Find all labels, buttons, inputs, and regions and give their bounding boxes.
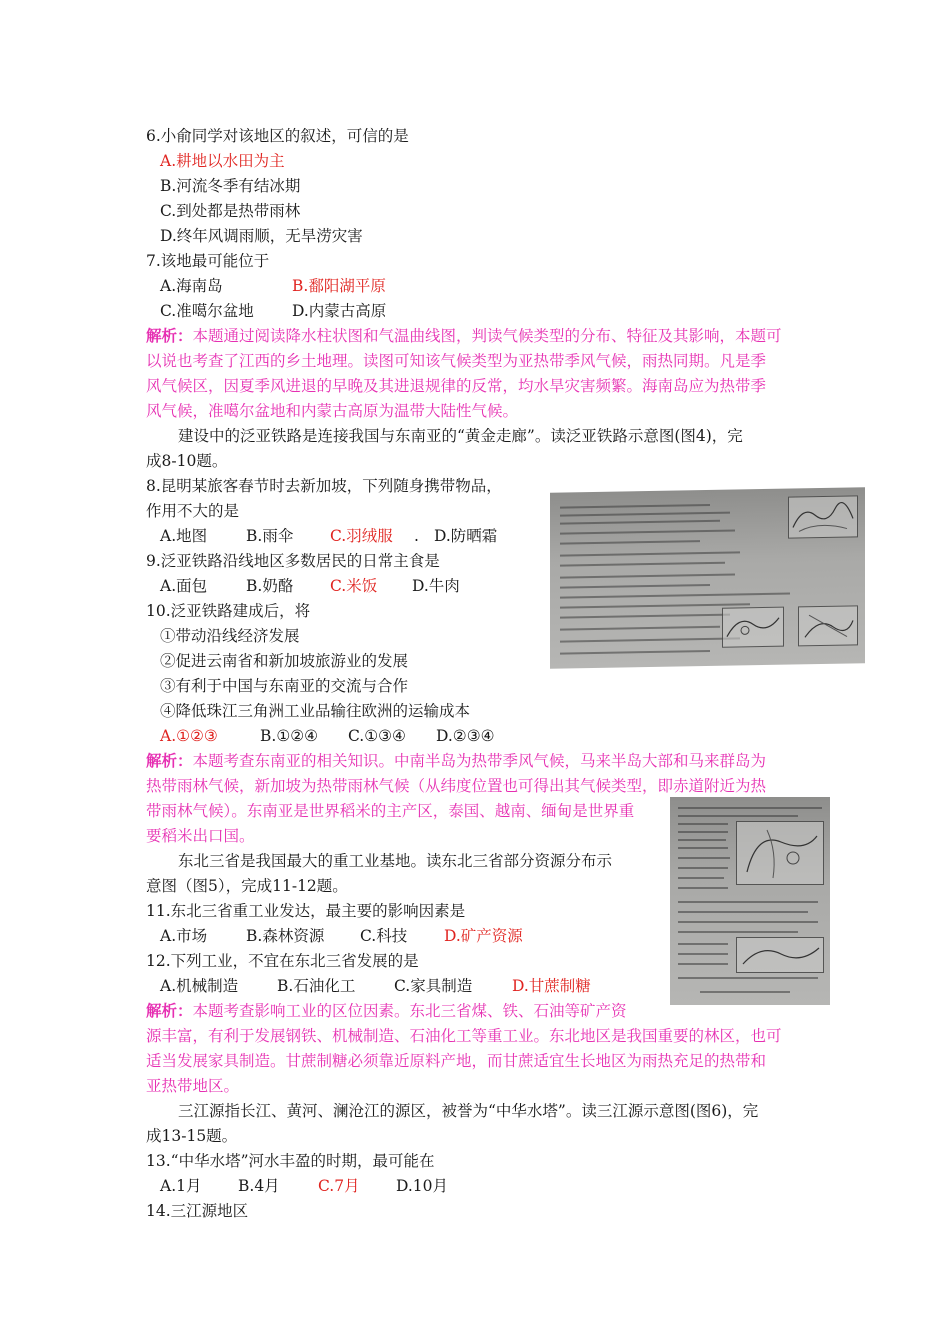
intro-2-line-1: 东北三省是我国最大的重工业基地。读东北三省部分资源分布示 [178, 852, 613, 870]
q12-stem: 12.下列工业，不宜在东北三省发展的是 [146, 952, 419, 970]
analysis-2-line-2: 热带雨林气候，新加坡为热带雨林气候（从纬度位置也可得出其气候类型，即赤道附近为热 [146, 777, 767, 795]
q11-option-a: A.市场 [160, 927, 208, 945]
map-thumbnail-upper [736, 821, 824, 885]
q8-option-d: D.防晒霜 [434, 527, 498, 545]
q6-option-c: C.到处都是热带雨林 [160, 202, 301, 220]
q13-option-a: A.1月 [160, 1177, 202, 1195]
q12-option-a: A.机械制造 [160, 977, 239, 995]
q7-stem: 7.该地最可能位于 [146, 252, 270, 270]
q14-stem: 14.三江源地区 [146, 1202, 249, 1220]
analysis-label: 解析： [146, 751, 193, 770]
analysis-1-line-1: 解析：本题通过阅读降水柱状图和气温曲线图，判读气候类型的分布、特征及其影响，本题可 [146, 326, 782, 345]
analysis-1-line-3: 风气候区，因夏季风进退的早晚及其进退规律的反常，均水旱灾害频繁。海南岛应为热带季 [146, 377, 767, 395]
q13-stem: 13.“中华水塔”河水丰盈的时期，最可能在 [146, 1152, 435, 1170]
analysis-3-line-3: 适当发展家具制造。甘蔗制糖必须靠近原料产地，而甘蔗适宜生长地区为雨热充足的热带和 [146, 1052, 767, 1070]
intro-2-line-2: 意图（图5），完成11-12题。 [146, 877, 348, 895]
q13-option-c: C.7月 [318, 1177, 360, 1195]
q11-stem: 11.东北三省重工业发达，最主要的影响因素是 [146, 902, 466, 920]
q12-option-b: B.石油化工 [277, 977, 356, 995]
analysis-label: 解析： [146, 326, 193, 345]
q7-option-a: A.海南岛 [160, 277, 223, 295]
q7-option-c: C.准噶尔盆地 [160, 302, 254, 320]
analysis-3-line-1: 解析：本题考查影响工业的区位因素。东北三省煤、铁、石油等矿产资 [146, 1001, 627, 1020]
q9-option-c: C.米饭 [330, 577, 378, 595]
analysis-2-line-1: 解析：本题考查东南亚的相关知识。中南半岛为热带季风气候，马来半岛大部和马来群岛为 [146, 751, 767, 770]
q10-item-4: ④降低珠江三角洲工业品输往欧洲的运输成本 [160, 702, 471, 720]
map-thumbnail-lower [736, 937, 824, 973]
q9-option-d: D.牛肉 [412, 577, 460, 595]
q9-option-b: B.奶酪 [246, 577, 294, 595]
figure-4-photo [550, 487, 865, 668]
q11-option-b: B.森林资源 [246, 927, 325, 945]
q10-option-a: A.①②③ [160, 727, 218, 745]
intro-1-line-1: 建设中的泛亚铁路是连接我国与东南亚的“黄金走廊”。读泛亚铁路示意图(图4)，完 [178, 427, 743, 445]
q7-option-b: B.鄱阳湖平原 [292, 277, 386, 295]
map-thumbnail-bottom-left [722, 607, 784, 648]
analysis-label: 解析： [146, 1001, 193, 1020]
q12-option-d: D.甘蔗制糖 [512, 977, 591, 995]
q9-stem: 9.泛亚铁路沿线地区多数居民的日常主食是 [146, 552, 440, 570]
q7-option-d: D.内蒙古高原 [292, 302, 387, 320]
q11-option-c: C.科技 [360, 927, 408, 945]
q10-item-1: ①带动沿线经济发展 [160, 627, 300, 645]
q10-option-c: C.①③④ [348, 727, 406, 745]
q6-option-d: D.终年风调雨顺，无旱涝灾害 [160, 227, 363, 245]
q6-stem: 6.小俞同学对该地区的叙述，可信的是 [146, 127, 409, 145]
q8-option-a: A.地图 [160, 527, 208, 545]
analysis-3-line-4: 亚热带地区。 [146, 1077, 240, 1095]
analysis-1-line-2: 以说也考查了江西的乡土地理。读图可知该气候类型为亚热带季风气候，雨热同期。凡是季 [146, 352, 767, 370]
analysis-1-line-4: 风气候，准噶尔盆地和内蒙古高原为温带大陆性气候。 [146, 402, 519, 420]
map-thumbnail-bottom-right [798, 605, 858, 646]
q9-option-a: A.面包 [160, 577, 208, 595]
intro-3-line-1: 三江源指长江、黄河、澜沧江的源区，被誉为“中华水塔”。读三江源示意图(图6)，完 [178, 1102, 759, 1120]
q10-stem: 10.泛亚铁路建成后，将 [146, 602, 311, 620]
q8-option-b: B.雨伞 [246, 527, 294, 545]
q11-option-d: D.矿产资源 [444, 927, 523, 945]
q10-option-d: D.②③④ [436, 727, 495, 745]
q8-stem-line-1: 8.昆明某旅客春节时去新加坡，下列随身携带物品， [146, 477, 502, 495]
q6-option-a: A.耕地以水田为主 [160, 152, 285, 170]
q13-option-b: B.4月 [238, 1177, 280, 1195]
q8-stem-line-2: 作用不大的是 [146, 502, 240, 520]
q10-item-2: ②促进云南省和新加坡旅游业的发展 [160, 652, 409, 670]
intro-3-line-2: 成13-15题。 [146, 1127, 238, 1145]
q10-item-3: ③有利于中国与东南亚的交流与合作 [160, 677, 409, 695]
analysis-2-line-3: 带雨林气候）。东南亚是世界稻米的主产区，泰国、越南、缅甸是世界重 [146, 802, 635, 820]
analysis-3-line-2: 源丰富，有利于发展钢铁、机械制造、石油化工等重工业。东北地区是我国重要的林区，也可 [146, 1027, 782, 1045]
analysis-2-line-4: 要稻米出口国。 [146, 827, 255, 845]
q8-option-c: C.羽绒服 [330, 527, 393, 545]
intro-1-line-2: 成8-10题。 [146, 452, 228, 470]
q13-option-d: D.10月 [396, 1177, 449, 1195]
map-thumbnail-top [788, 495, 858, 538]
q12-option-c: C.家具制造 [394, 977, 473, 995]
q6-option-b: B.河流冬季有结冰期 [160, 177, 301, 195]
figure-5-photo [670, 797, 830, 1005]
q8-stray-dot: . [414, 527, 419, 545]
q10-option-b: B.①②④ [260, 727, 319, 745]
